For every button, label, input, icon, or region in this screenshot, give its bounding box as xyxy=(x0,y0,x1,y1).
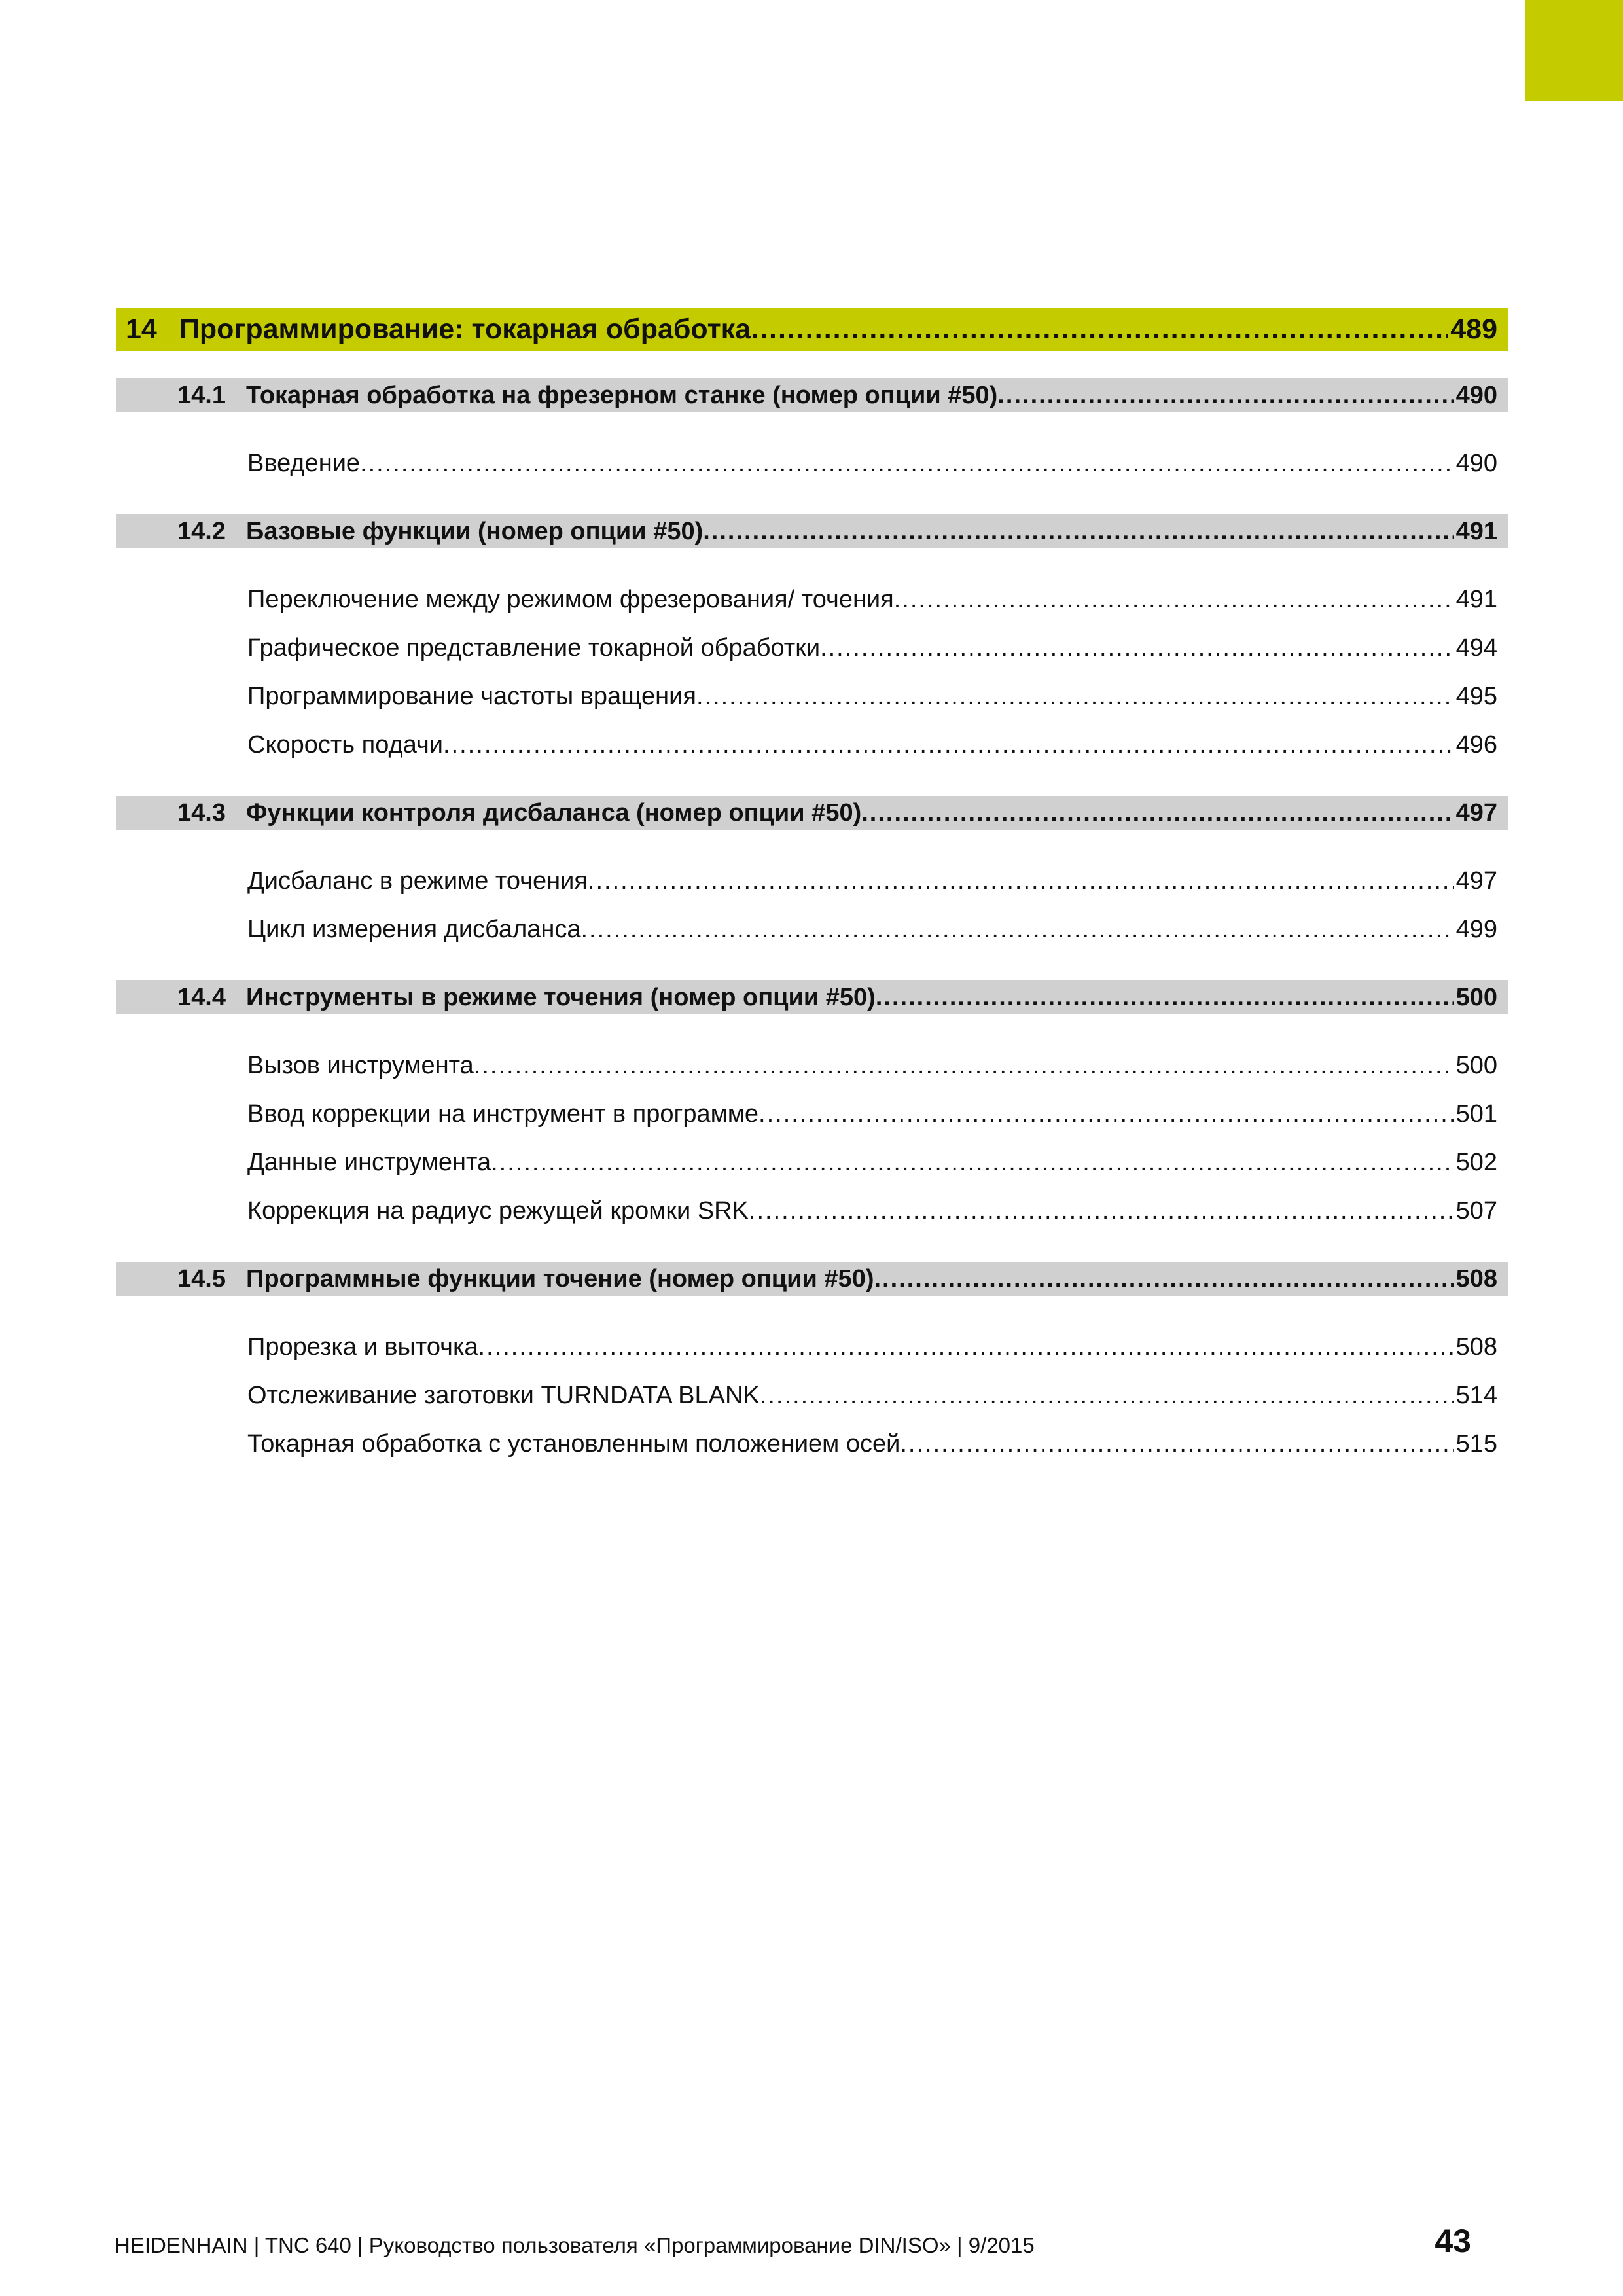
toc-chapter-14[interactable] xyxy=(116,308,1508,351)
dot-leader xyxy=(360,450,1454,478)
chapter-page: 489 xyxy=(1450,313,1497,345)
entry-page: 491 xyxy=(1455,585,1497,613)
entry-page: 494 xyxy=(1455,634,1497,662)
dot-leader xyxy=(474,1052,1454,1080)
section-page: 497 xyxy=(1455,798,1497,827)
entry-title: Графическое представление токарной обработки xyxy=(247,634,821,662)
entry-title: Переключение между режимом фрезерования/ точения xyxy=(247,585,894,613)
toc-entry[interactable] xyxy=(247,1049,1497,1083)
dot-leader xyxy=(876,984,1454,1012)
dot-leader xyxy=(900,1430,1453,1458)
dot-leader xyxy=(749,1197,1454,1225)
toc-entry[interactable] xyxy=(247,679,1497,713)
section-title: Программные функции точение (номер опции #50) xyxy=(246,1265,874,1293)
toc-entry[interactable] xyxy=(247,583,1497,617)
toc-entry[interactable] xyxy=(247,446,1497,480)
dot-leader xyxy=(478,1333,1454,1361)
dot-leader xyxy=(751,314,1448,346)
toc-section-14-1[interactable] xyxy=(116,378,1508,412)
section-number: 14.3 xyxy=(177,798,226,827)
entry-title: Ввод коррекции на инструмент в программе xyxy=(247,1100,759,1128)
dot-leader xyxy=(861,799,1453,827)
dot-leader xyxy=(703,518,1453,546)
toc-entry[interactable] xyxy=(247,1097,1497,1131)
dot-leader xyxy=(820,634,1454,662)
section-page: 508 xyxy=(1455,1265,1497,1293)
toc-entry[interactable] xyxy=(247,864,1497,898)
section-title: Базовые функции (номер опции #50) xyxy=(246,517,704,545)
toc-section-14-5[interactable] xyxy=(116,1262,1508,1296)
entry-title: Прорезка и выточка xyxy=(247,1333,478,1361)
entry-title: Скорость подачи xyxy=(247,730,444,759)
toc-entry[interactable] xyxy=(247,1145,1497,1179)
entry-page: 507 xyxy=(1455,1196,1497,1225)
entry-title: Данные инструмента xyxy=(247,1148,491,1176)
section-page: 500 xyxy=(1455,983,1497,1011)
entry-page: 515 xyxy=(1455,1429,1497,1458)
entry-title: Вызов инструмента xyxy=(247,1051,474,1079)
dot-leader xyxy=(588,867,1454,895)
entry-page: 502 xyxy=(1455,1148,1497,1176)
dot-leader xyxy=(696,683,1454,711)
chapter-number: 14 xyxy=(126,313,157,345)
toc-entry[interactable] xyxy=(247,1378,1497,1412)
entry-page: 514 xyxy=(1455,1381,1497,1409)
toc-entry[interactable] xyxy=(247,912,1497,946)
dot-leader xyxy=(443,731,1454,759)
toc-entry[interactable] xyxy=(247,728,1497,762)
entry-page: 496 xyxy=(1455,730,1497,759)
dot-leader xyxy=(760,1382,1454,1410)
entry-title: Коррекция на радиус режущей кромки SRK xyxy=(247,1196,749,1225)
dot-leader xyxy=(874,1265,1453,1293)
dot-leader xyxy=(581,916,1454,944)
page-number: 43 xyxy=(1435,2223,1471,2259)
toc-section-14-4[interactable] xyxy=(116,980,1508,1014)
chapter-tab-marker xyxy=(1525,0,1623,101)
dot-leader xyxy=(997,382,1453,410)
dot-leader xyxy=(894,586,1454,614)
entry-page: 499 xyxy=(1455,915,1497,943)
toc-entry[interactable] xyxy=(247,631,1497,665)
entry-page: 500 xyxy=(1455,1051,1497,1079)
toc-section-14-3[interactable] xyxy=(116,796,1508,830)
toc-entry[interactable] xyxy=(247,1427,1497,1461)
section-number: 14.4 xyxy=(177,983,226,1011)
section-number: 14.2 xyxy=(177,517,226,545)
section-page: 491 xyxy=(1455,517,1497,545)
section-page: 490 xyxy=(1455,381,1497,409)
entry-page: 490 xyxy=(1455,449,1497,477)
entry-title: Дисбаланс в режиме точения xyxy=(247,867,588,895)
entry-title: Токарная обработка с установленным положением осей xyxy=(247,1429,901,1458)
dot-leader xyxy=(758,1100,1454,1128)
section-number: 14.1 xyxy=(177,381,226,409)
entry-title: Введение xyxy=(247,449,361,477)
entry-page: 497 xyxy=(1455,867,1497,895)
dot-leader xyxy=(491,1149,1453,1177)
entry-page: 495 xyxy=(1455,682,1497,710)
page-footer: HEIDENHAIN | TNC 640 | Руководство пользователя «Программирование DIN/ISO» | 9/2015 xyxy=(115,2233,1035,2257)
entry-title: Цикл измерения дисбаланса xyxy=(247,915,581,943)
section-title: Токарная обработка на фрезерном станке (номер опции #50) xyxy=(246,381,998,409)
section-title: Инструменты в режиме точения (номер опции #50) xyxy=(246,983,876,1011)
toc-entry[interactable] xyxy=(247,1330,1497,1364)
section-title: Функции контроля дисбаланса (номер опции #50) xyxy=(246,798,862,827)
entry-title: Программирование частоты вращения xyxy=(247,682,696,710)
entry-page: 508 xyxy=(1455,1333,1497,1361)
toc-entry[interactable] xyxy=(247,1194,1497,1228)
section-number: 14.5 xyxy=(177,1265,226,1293)
entry-page: 501 xyxy=(1455,1100,1497,1128)
entry-title: Отслеживание заготовки TURNDATA BLANK xyxy=(247,1381,760,1409)
chapter-title: Программирование: токарная обработка xyxy=(179,313,751,345)
toc-section-14-2[interactable] xyxy=(116,514,1508,548)
